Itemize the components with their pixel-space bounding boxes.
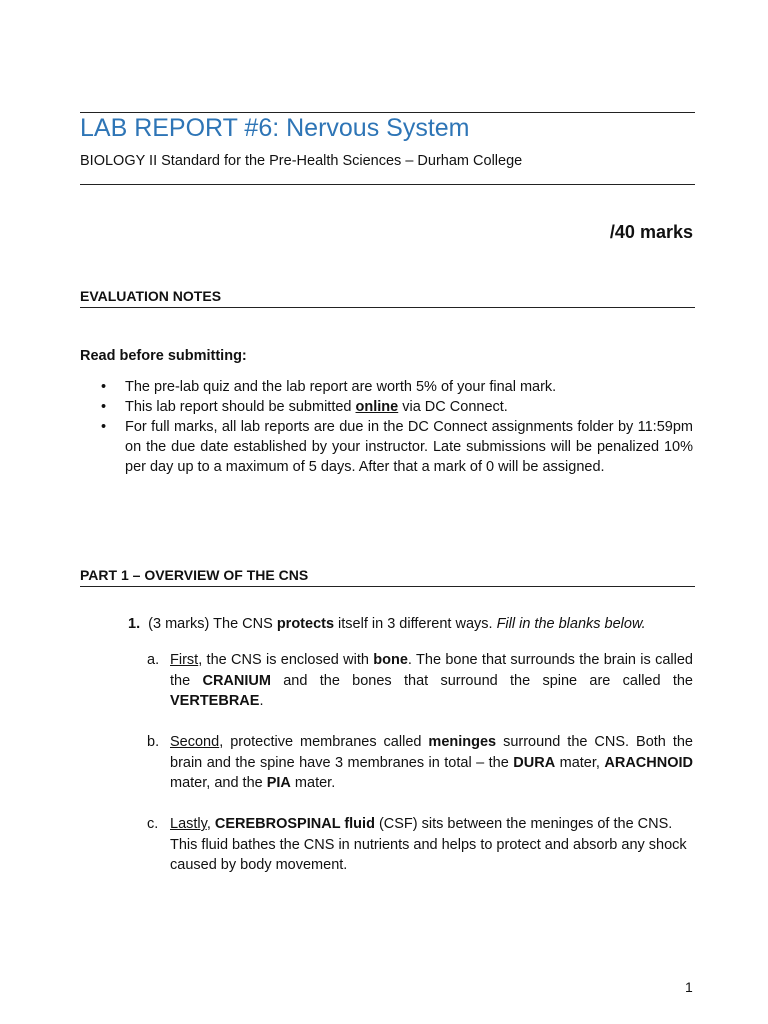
course-subtitle: BIOLOGY II Standard for the Pre-Health Sciences – Durham College [80, 153, 523, 169]
question-instruction: Fill in the blanks below. [496, 616, 646, 632]
item-label: a. [147, 652, 160, 668]
total-marks: /40 marks [609, 222, 693, 242]
answer-a: a. First, the CNS is enclosed with bone. The bone that surrounds the brain is called the CRANIUM and the bones that surround the spine are called the VERTEBRAE. [147, 652, 693, 709]
part1-heading: PART 1 – OVERVIEW OF THE CNS [80, 567, 309, 583]
read-before-label: Read before submitting: [80, 348, 247, 364]
title-bottom-rule [80, 184, 695, 185]
evaluation-bullet-list [80, 377, 693, 477]
item-label: c. [147, 816, 159, 832]
evaluation-notes-heading: EVALUATION NOTES [80, 288, 222, 304]
list-item: • This lab report should be submitted online via DC Connect. [101, 399, 508, 415]
list-item: • For full marks, all lab reports are due in the DC Connect assignments folder by 11:59pm on the due date established by your instructor. Late submissions will be penalized 10% per day up to a maximum of 5 days. After that a mark of 0 will be assigned. [101, 419, 693, 475]
bullet-icon: • [101, 419, 107, 435]
answer-b: b. Second, protective membranes called meninges surround the CNS. Both the brain and the spine have 3 membranes in total – the DURA mater, ARACHNOID mater, and the PIA mater. [147, 734, 693, 791]
page-title: LAB REPORT #6: Nervous System [80, 114, 470, 142]
bullet-icon: • [101, 399, 107, 415]
page-number: 1 [685, 979, 693, 995]
part1-rule [80, 586, 695, 587]
question-1: 1. (3 marks) The CNS protects itself in 3 different ways. Fill in the blanks below. [128, 616, 646, 632]
bullet-icon: • [101, 379, 107, 395]
list-item: • The pre-lab quiz and the lab report are worth 5% of your final mark. [101, 379, 557, 395]
answer-c: c. Lastly, CEREBROSPINAL fluid (CSF) sits between the meninges of the CNS. This fluid bathes the CNS in nutrients and helps to protect and absorb any shock caused by body movement. [147, 816, 687, 873]
item-label: b. [147, 734, 160, 750]
question-number: 1. [128, 616, 141, 632]
online-emphasis: online [355, 399, 399, 415]
title-top-rule [80, 112, 695, 113]
evaluation-rule [80, 307, 695, 308]
